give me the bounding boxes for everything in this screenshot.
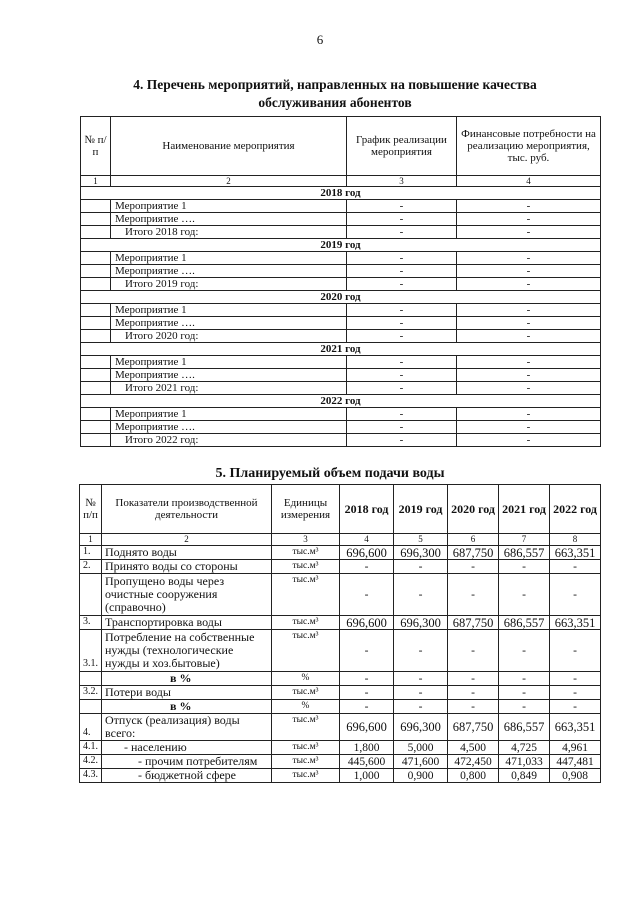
finance-value: - bbox=[457, 382, 601, 395]
finance-value: - bbox=[457, 252, 601, 265]
year-value-2020: - bbox=[448, 630, 499, 672]
year-value-2018: - bbox=[340, 574, 394, 616]
row-number: 4.1. bbox=[80, 741, 102, 755]
schedule-value: - bbox=[347, 317, 457, 330]
measure-row bbox=[81, 408, 601, 421]
indicator-name: в % bbox=[102, 672, 272, 686]
year-label: 2018 год bbox=[81, 187, 601, 200]
year-value-2020: 687,750 bbox=[448, 546, 499, 560]
finance-value: - bbox=[457, 421, 601, 434]
page-number: 6 bbox=[316, 32, 324, 47]
measure-name: Мероприятие 1 bbox=[111, 304, 347, 317]
unit-value: тыс.м³ bbox=[272, 560, 340, 574]
year-value-2021: - bbox=[499, 672, 550, 686]
year-value-2018: 1,800 bbox=[340, 741, 394, 755]
year-value-2019: 696,300 bbox=[394, 616, 448, 630]
header-schedule: График реализации мероприятия bbox=[347, 117, 457, 176]
finance-value: - bbox=[457, 226, 601, 239]
year-value-2021: - bbox=[499, 686, 550, 700]
row-num-cell bbox=[81, 200, 111, 213]
total-row bbox=[81, 226, 601, 239]
schedule-value: - bbox=[347, 434, 457, 447]
col-number: 3 bbox=[272, 534, 340, 546]
year-value-2018: 1,000 bbox=[340, 769, 394, 783]
row-number: 4.3. bbox=[80, 769, 102, 783]
year-value-2022: - bbox=[550, 700, 601, 714]
unit-value: тыс.м³ bbox=[272, 741, 340, 755]
year-value-2020: - bbox=[448, 672, 499, 686]
row-num-cell bbox=[81, 382, 111, 395]
unit-value: тыс.м³ bbox=[272, 714, 340, 741]
indicator-row bbox=[80, 546, 601, 560]
column-numbers-row bbox=[81, 176, 601, 187]
indicator-row bbox=[80, 672, 601, 686]
indicator-row bbox=[80, 616, 601, 630]
year-value-2018: - bbox=[340, 700, 394, 714]
indicator-name: Пропущено воды через очистные сооружения (справочно) bbox=[102, 574, 272, 616]
header-year-2022: 2022 год bbox=[550, 485, 601, 534]
measure-name: Мероприятие 1 bbox=[111, 200, 347, 213]
schedule-value: - bbox=[347, 265, 457, 278]
row-number: 3.1. bbox=[80, 630, 102, 672]
year-value-2022: 663,351 bbox=[550, 616, 601, 630]
indicator-row bbox=[80, 769, 601, 783]
year-value-2019: - bbox=[394, 672, 448, 686]
year-value-2019: - bbox=[394, 686, 448, 700]
unit-value: тыс.м³ bbox=[272, 769, 340, 783]
row-number: 4. bbox=[80, 714, 102, 741]
col-number: 6 bbox=[448, 534, 499, 546]
year-value-2021: - bbox=[499, 560, 550, 574]
measure-row bbox=[81, 421, 601, 434]
year-value-2022: 663,351 bbox=[550, 546, 601, 560]
section-4-title-line-2: обслуживания абонентов bbox=[258, 95, 412, 110]
unit-value: тыс.м³ bbox=[272, 574, 340, 616]
year-value-2021: 686,557 bbox=[499, 616, 550, 630]
year-value-2022: - bbox=[550, 686, 601, 700]
year-row bbox=[81, 395, 601, 408]
year-label: 2021 год bbox=[81, 343, 601, 356]
row-number: 1. bbox=[80, 546, 102, 560]
finance-value: - bbox=[457, 356, 601, 369]
schedule-value: - bbox=[347, 200, 457, 213]
indicator-name: Транспортировка воды bbox=[102, 616, 272, 630]
row-num-cell bbox=[81, 369, 111, 382]
year-value-2018: 696,600 bbox=[340, 616, 394, 630]
row-num-cell bbox=[81, 265, 111, 278]
header-year-2018: 2018 год bbox=[340, 485, 394, 534]
schedule-value: - bbox=[347, 369, 457, 382]
year-value-2019: 696,300 bbox=[394, 546, 448, 560]
year-row bbox=[81, 291, 601, 304]
unit-value: тыс.м³ bbox=[272, 616, 340, 630]
measure-name: Мероприятие 1 bbox=[111, 252, 347, 265]
water-supply-table-header bbox=[80, 485, 601, 534]
row-number bbox=[80, 700, 102, 714]
measures-table bbox=[80, 116, 601, 447]
section-4-title-line-1: 4. Перечень мероприятий, направленных на повышение качества bbox=[133, 77, 537, 92]
year-value-2021: 471,033 bbox=[499, 755, 550, 769]
total-row bbox=[81, 330, 601, 343]
total-row bbox=[81, 278, 601, 291]
measure-name: Итого 2019 год: bbox=[111, 278, 347, 291]
measure-row bbox=[81, 252, 601, 265]
indicator-row bbox=[80, 630, 601, 672]
measure-name: Мероприятие …. bbox=[111, 213, 347, 226]
finance-value: - bbox=[457, 213, 601, 226]
col-number: 5 bbox=[394, 534, 448, 546]
col-number: 1 bbox=[80, 534, 102, 546]
measure-row bbox=[81, 265, 601, 278]
row-number bbox=[80, 672, 102, 686]
unit-value: тыс.м³ bbox=[272, 755, 340, 769]
row-num-cell bbox=[81, 213, 111, 226]
col-number: 4 bbox=[457, 176, 601, 187]
header-indicator: Показатели производственной деятельности bbox=[102, 485, 272, 534]
measures-table-header bbox=[81, 117, 601, 176]
col-number: 3 bbox=[347, 176, 457, 187]
year-value-2018: - bbox=[340, 686, 394, 700]
year-value-2019: - bbox=[394, 560, 448, 574]
measure-name: Мероприятие …. bbox=[111, 317, 347, 330]
year-value-2019: 471,600 bbox=[394, 755, 448, 769]
year-value-2020: - bbox=[448, 574, 499, 616]
indicator-name: Поднято воды bbox=[102, 546, 272, 560]
row-number: 3.2. bbox=[80, 686, 102, 700]
row-number bbox=[80, 574, 102, 616]
measure-name: Мероприятие 1 bbox=[111, 408, 347, 421]
measure-row bbox=[81, 213, 601, 226]
header-finance: Финансовые потребности на реализацию мероприятия, тыс. руб. bbox=[457, 117, 601, 176]
year-value-2018: - bbox=[340, 630, 394, 672]
col-number: 2 bbox=[102, 534, 272, 546]
year-value-2020: 4,500 bbox=[448, 741, 499, 755]
year-value-2022: - bbox=[550, 574, 601, 616]
year-value-2019: 0,900 bbox=[394, 769, 448, 783]
indicator-row bbox=[80, 560, 601, 574]
schedule-value: - bbox=[347, 356, 457, 369]
measure-name: Мероприятие …. bbox=[111, 265, 347, 278]
indicator-name: Потери воды bbox=[102, 686, 272, 700]
year-value-2022: - bbox=[550, 630, 601, 672]
finance-value: - bbox=[457, 369, 601, 382]
indicator-row bbox=[80, 700, 601, 714]
indicator-row bbox=[80, 686, 601, 700]
finance-value: - bbox=[457, 278, 601, 291]
measure-row bbox=[81, 317, 601, 330]
year-row bbox=[81, 187, 601, 200]
header-year-2021: 2021 год bbox=[499, 485, 550, 534]
year-value-2020: 687,750 bbox=[448, 616, 499, 630]
year-value-2021: - bbox=[499, 630, 550, 672]
col-number: 2 bbox=[111, 176, 347, 187]
measure-name: Мероприятие …. bbox=[111, 421, 347, 434]
indicator-name: - населению bbox=[102, 741, 272, 755]
year-row bbox=[81, 343, 601, 356]
unit-value: тыс.м³ bbox=[272, 630, 340, 672]
year-label: 2020 год bbox=[81, 291, 601, 304]
year-value-2021: 686,557 bbox=[499, 714, 550, 741]
header-year-2020: 2020 год bbox=[448, 485, 499, 534]
measure-name: Мероприятие 1 bbox=[111, 356, 347, 369]
year-value-2020: - bbox=[448, 700, 499, 714]
finance-value: - bbox=[457, 304, 601, 317]
indicator-name: в % bbox=[102, 700, 272, 714]
year-value-2019: 696,300 bbox=[394, 714, 448, 741]
measure-name: Итого 2021 год: bbox=[111, 382, 347, 395]
indicator-row bbox=[80, 755, 601, 769]
year-value-2022: - bbox=[550, 560, 601, 574]
row-num-cell bbox=[81, 330, 111, 343]
schedule-value: - bbox=[347, 421, 457, 434]
row-num-cell bbox=[81, 226, 111, 239]
indicator-name: - бюджетной сфере bbox=[102, 769, 272, 783]
year-value-2018: 696,600 bbox=[340, 546, 394, 560]
col-number: 8 bbox=[550, 534, 601, 546]
year-value-2021: - bbox=[499, 700, 550, 714]
column-numbers-row bbox=[80, 534, 601, 546]
measure-name: Мероприятие …. bbox=[111, 369, 347, 382]
finance-value: - bbox=[457, 200, 601, 213]
schedule-value: - bbox=[347, 213, 457, 226]
row-num-cell bbox=[81, 252, 111, 265]
col-number: 4 bbox=[340, 534, 394, 546]
year-value-2019: - bbox=[394, 574, 448, 616]
year-value-2020: - bbox=[448, 686, 499, 700]
schedule-value: - bbox=[347, 252, 457, 265]
finance-value: - bbox=[457, 434, 601, 447]
year-value-2018: 696,600 bbox=[340, 714, 394, 741]
year-value-2018: - bbox=[340, 560, 394, 574]
measure-name: Итого 2022 год: bbox=[111, 434, 347, 447]
year-label: 2022 год bbox=[81, 395, 601, 408]
schedule-value: - bbox=[347, 304, 457, 317]
header-unit: Единицы измерения bbox=[272, 485, 340, 534]
row-num-cell bbox=[81, 278, 111, 291]
col-number: 1 bbox=[81, 176, 111, 187]
measure-row bbox=[81, 200, 601, 213]
indicator-name: Отпуск (реализация) воды всего: bbox=[102, 714, 272, 741]
year-value-2022: - bbox=[550, 672, 601, 686]
year-value-2020: 472,450 bbox=[448, 755, 499, 769]
unit-value: % bbox=[272, 672, 340, 686]
row-num-cell bbox=[81, 421, 111, 434]
unit-value: % bbox=[272, 700, 340, 714]
measure-row bbox=[81, 304, 601, 317]
measure-name: Итого 2018 год: bbox=[111, 226, 347, 239]
measures-table-body bbox=[81, 187, 601, 447]
header-num: № п/п bbox=[81, 117, 111, 176]
header-measure-name: Наименование мероприятия bbox=[111, 117, 347, 176]
indicator-name: - прочим потребителям bbox=[102, 755, 272, 769]
schedule-value: - bbox=[347, 330, 457, 343]
row-num-cell bbox=[81, 317, 111, 330]
header-num: № п/п bbox=[80, 485, 102, 534]
finance-value: - bbox=[457, 330, 601, 343]
finance-value: - bbox=[457, 265, 601, 278]
water-supply-table bbox=[79, 484, 601, 783]
year-value-2022: 0,908 bbox=[550, 769, 601, 783]
year-value-2018: - bbox=[340, 672, 394, 686]
year-value-2019: 5,000 bbox=[394, 741, 448, 755]
year-value-2020: 0,800 bbox=[448, 769, 499, 783]
section-4-title bbox=[100, 76, 570, 112]
col-number: 7 bbox=[499, 534, 550, 546]
finance-value: - bbox=[457, 408, 601, 421]
row-num-cell bbox=[81, 304, 111, 317]
year-value-2018: 445,600 bbox=[340, 755, 394, 769]
total-row bbox=[81, 382, 601, 395]
section-5-title: 5. Планируемый объем подачи воды bbox=[215, 466, 445, 481]
unit-value: тыс.м³ bbox=[272, 546, 340, 560]
indicator-row bbox=[80, 714, 601, 741]
row-number: 4.2. bbox=[80, 755, 102, 769]
indicator-row bbox=[80, 574, 601, 616]
schedule-value: - bbox=[347, 226, 457, 239]
header-year-2019: 2019 год bbox=[394, 485, 448, 534]
year-value-2020: - bbox=[448, 560, 499, 574]
year-label: 2019 год bbox=[81, 239, 601, 252]
year-value-2021: 686,557 bbox=[499, 546, 550, 560]
year-value-2021: 0,849 bbox=[499, 769, 550, 783]
total-row bbox=[81, 434, 601, 447]
year-value-2021: - bbox=[499, 574, 550, 616]
row-num-cell bbox=[81, 408, 111, 421]
year-row bbox=[81, 239, 601, 252]
measure-name: Итого 2020 год: bbox=[111, 330, 347, 343]
water-supply-table-body bbox=[80, 546, 601, 783]
year-value-2022: 663,351 bbox=[550, 714, 601, 741]
schedule-value: - bbox=[347, 278, 457, 291]
year-value-2019: - bbox=[394, 630, 448, 672]
year-value-2022: 4,961 bbox=[550, 741, 601, 755]
indicator-name: Принято воды со стороны bbox=[102, 560, 272, 574]
unit-value: тыс.м³ bbox=[272, 686, 340, 700]
row-number: 3. bbox=[80, 616, 102, 630]
indicator-row bbox=[80, 741, 601, 755]
row-num-cell bbox=[81, 356, 111, 369]
row-num-cell bbox=[81, 434, 111, 447]
finance-value: - bbox=[457, 317, 601, 330]
schedule-value: - bbox=[347, 408, 457, 421]
row-number: 2. bbox=[80, 560, 102, 574]
year-value-2020: 687,750 bbox=[448, 714, 499, 741]
measure-row bbox=[81, 356, 601, 369]
schedule-value: - bbox=[347, 382, 457, 395]
indicator-name: Потребление на собственные нужды (технологические нужды и хоз.бытовые) bbox=[102, 630, 272, 672]
year-value-2021: 4,725 bbox=[499, 741, 550, 755]
year-value-2022: 447,481 bbox=[550, 755, 601, 769]
measure-row bbox=[81, 369, 601, 382]
year-value-2019: - bbox=[394, 700, 448, 714]
